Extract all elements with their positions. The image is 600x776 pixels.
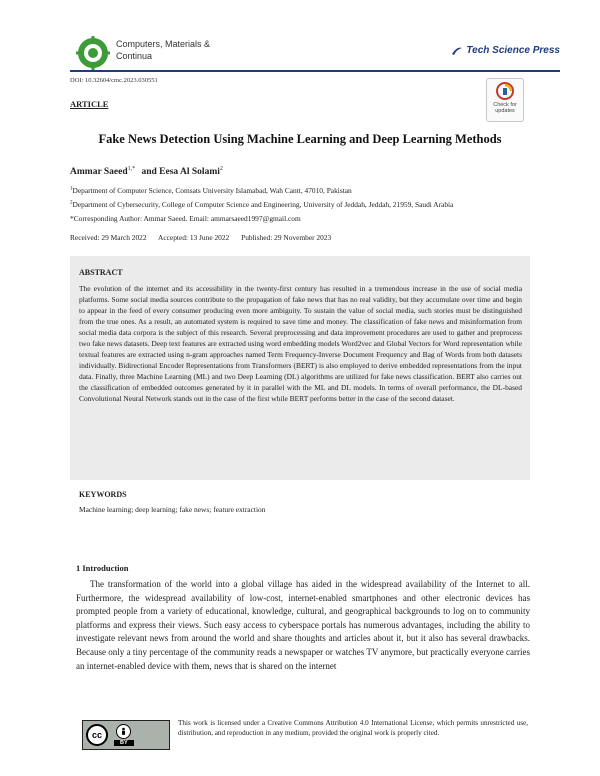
check-updates-line2: updates — [495, 108, 515, 114]
keywords-heading: KEYWORDS — [79, 490, 127, 499]
header-divider — [70, 70, 560, 72]
published-date: Published: 29 November 2023 — [241, 233, 332, 242]
doi-text[interactable]: DOI: 10.32604/cmc.2023.030551 — [70, 77, 158, 84]
publisher-swoosh-icon — [451, 46, 463, 56]
journal-logo — [76, 36, 110, 70]
introduction-paragraph: The transformation of the world into a global village has aided in the widespread availability of the Internet to all. Furthermore, the widespread availability of low-cost, internet-enabled smartphones and other electronic devices has prompted people from a variety of educational, knowledge, cultural, and geographical backgrounds to log on to community platforms and express their views. Such easy access to cyberspace portals has numerous advantages, including the ability to investigate relevant news from around the world and share thoughts and articles about it, but it also has several drawbacks. Because only a tiny percentage of the community reads a newspaper or watches TV anymore, but practically everyone carries an internet-enabled device with them, news that is shared on the internet — [76, 579, 530, 671]
affiliation-text: Department of Computer Science, Comsats University Islamabad, Wah Cantt, 47010, Pakistan — [72, 186, 352, 195]
license-text: This work is licensed under a Creative Commons Attribution 4.0 International License, which permits unrestricted use, distribution, and reproduction in any medium, provided the original work is properly cited. — [178, 719, 528, 737]
affiliation-mark: 2 — [70, 200, 73, 206]
corresponding-author — [70, 214, 301, 223]
by-label: BY — [114, 740, 134, 746]
paper-title: Fake News Detection Using Machine Learning and Deep Learning Methods — [98, 132, 502, 146]
received-date: Received: 29 March 2022 — [70, 233, 147, 242]
accepted-date: Accepted: 13 June 2022 — [158, 233, 230, 242]
journal-name-line1: Computers, Materials & — [116, 39, 211, 49]
attribution-icon — [114, 724, 134, 746]
check-updates-line1: Check for — [493, 102, 517, 108]
affiliation-mark: * — [70, 214, 74, 223]
affiliation-1 — [70, 186, 352, 195]
article-type-label: ARTICLE — [70, 99, 109, 109]
person-icon — [116, 724, 131, 739]
check-for-updates-badge[interactable] — [486, 78, 524, 122]
affiliation-text: Department of Cybersecurity, College of Computer Science and Engineering, University of Jeddah, Jeddah, 21959, Saudi Arabia — [72, 200, 454, 209]
author-list — [70, 166, 223, 177]
check-updates-icon — [496, 82, 514, 100]
journal-name — [116, 38, 226, 62]
author-mark: 2 — [219, 166, 223, 172]
keywords-text: Machine learning; deep learning; fake news; feature extraction — [79, 505, 266, 514]
publication-dates — [70, 233, 341, 242]
cc-by-license-badge[interactable] — [82, 720, 170, 750]
abstract-heading: ABSTRACT — [79, 268, 123, 277]
corresponding-author-text: Corresponding Author: Ammar Saeed. Email: ammarsaeed1997@gmail.com — [73, 214, 301, 223]
journal-name-line2: Continua — [116, 51, 153, 61]
author-name[interactable]: Ammar Saeed — [70, 167, 128, 178]
publisher-logo — [451, 45, 560, 56]
section-heading-introduction: 1 Introduction — [76, 563, 129, 573]
author-name[interactable]: and Eesa Al Solami — [141, 167, 220, 178]
author-mark: 1,* — [127, 166, 136, 172]
affiliation-mark: 1 — [70, 186, 73, 192]
affiliation-2 — [70, 200, 453, 209]
publisher-name: Tech Science Press — [466, 45, 560, 56]
cc-label: cc — [91, 730, 102, 740]
creative-commons-icon — [86, 724, 108, 746]
abstract-text: The evolution of the internet and its accessibility in the twenty-first century has resulted in a tremendous increase in the use of social media platforms. Some social media sources contribute to the propagation of fake news that has no real validity, but they accumulate over time and begin to appear in the feed of every consumer producing even more ambiguity. To sustain the value of social media, such stories must be distinguished from the true ones. As a result, an automated system is required to save time and money. The classification of fake news and misinformation from social media data corpora is the subject of this research. Several preprocessing and data improvement procedures are used to gather and preprocess two fake news datasets. Deep text features are extracted using word embedding models Word2vec and Global Vectors for Word representation while textual features are extracted using n-gram approaches named Term Frequency-Inverse Document Frequency and Bag of Words from both datasets individually. Bidirectional Encoder Representations from Transformers (BERT) is also employed to derive embedded representations from the input data. Finally, three Machine Learning (ML) and two Deep Learning (DL) algorithms are utilized for fake news classification. BERT also carries out the classification of embedded outcomes generated by it in parallel with the ML and DL models. In terms of overall performance, the DL-based Convolutional Neural Network stands out in the case of the first while BERT performs better in the case of the second dataset. — [79, 284, 522, 403]
